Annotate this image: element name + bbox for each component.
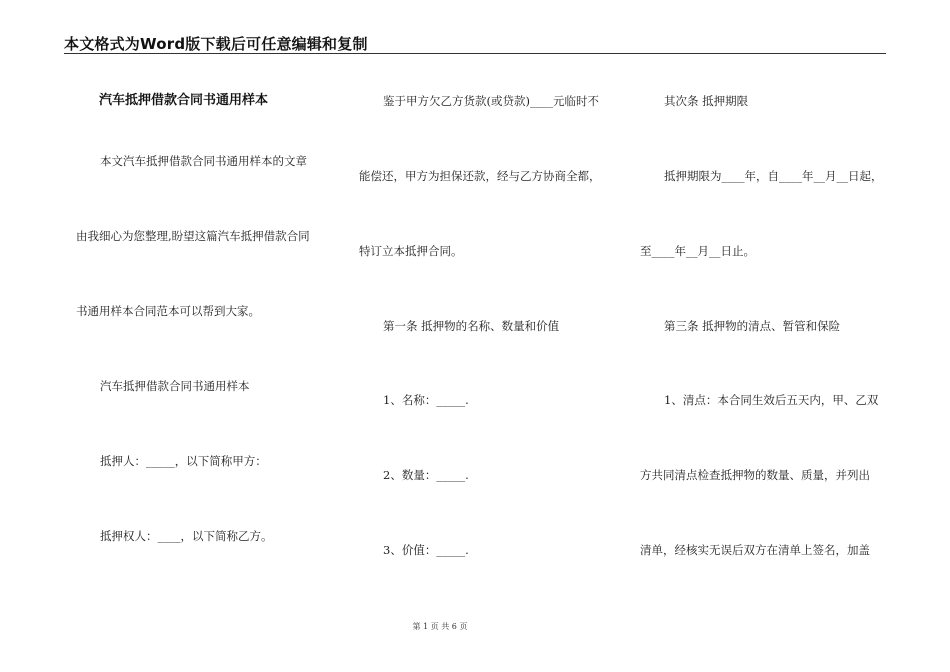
- header-divider: [64, 53, 886, 54]
- text-line: 至____年__月__日止。: [640, 244, 755, 258]
- text-line: 抵押期限为____年，自____年__月__日起，: [664, 169, 883, 183]
- section-heading: 第一条 抵押物的名称、数量和价值: [383, 319, 560, 333]
- text-line: 1、名称：_____.: [383, 393, 469, 407]
- text-line: 由我细心为您整理,盼望这篇汽车抵押借款合同: [76, 229, 310, 243]
- page-number: 第 1 页 共 6 页: [412, 622, 468, 631]
- text-line: 汽车抵押借款合同书通用样本: [100, 379, 250, 393]
- text-line: 3、价值：_____.: [383, 543, 469, 557]
- text-line: 本文汽车抵押借款合同书通用样本的文章: [100, 154, 307, 168]
- text-line: 抵押权人：____，以下简称乙方。: [100, 529, 273, 543]
- text-line: 特订立本抵押合同。: [359, 244, 463, 258]
- text-line: 书通用样本合同范本可以帮到大家。: [76, 304, 260, 318]
- text-line: 2、数量：_____.: [383, 468, 469, 482]
- text-line: 鉴于甲方欠乙方货款(或贷款)____元临时不: [383, 94, 599, 108]
- document-header: 本文格式为Word版下载后可任意编辑和复制: [64, 35, 368, 53]
- document-title: 汽车抵押借款合同书通用样本: [99, 93, 269, 108]
- text-line: 1、清点：本合同生效后五天内，甲、乙双: [664, 393, 879, 407]
- text-line: 抵押人：_____，以下简称甲方：: [100, 454, 267, 468]
- section-heading: 第三条 抵押物的清点、暂管和保险: [664, 319, 841, 333]
- section-heading: 其次条 抵押期限: [664, 94, 749, 108]
- text-line: 清单，经核实无误后双方在清单上签名，加盖: [640, 543, 870, 557]
- text-line: 能偿还，甲方为担保还款，经与乙方协商全都，: [359, 169, 601, 183]
- text-line: 方共同清点检查抵押物的数量、质量，并列出: [640, 468, 870, 482]
